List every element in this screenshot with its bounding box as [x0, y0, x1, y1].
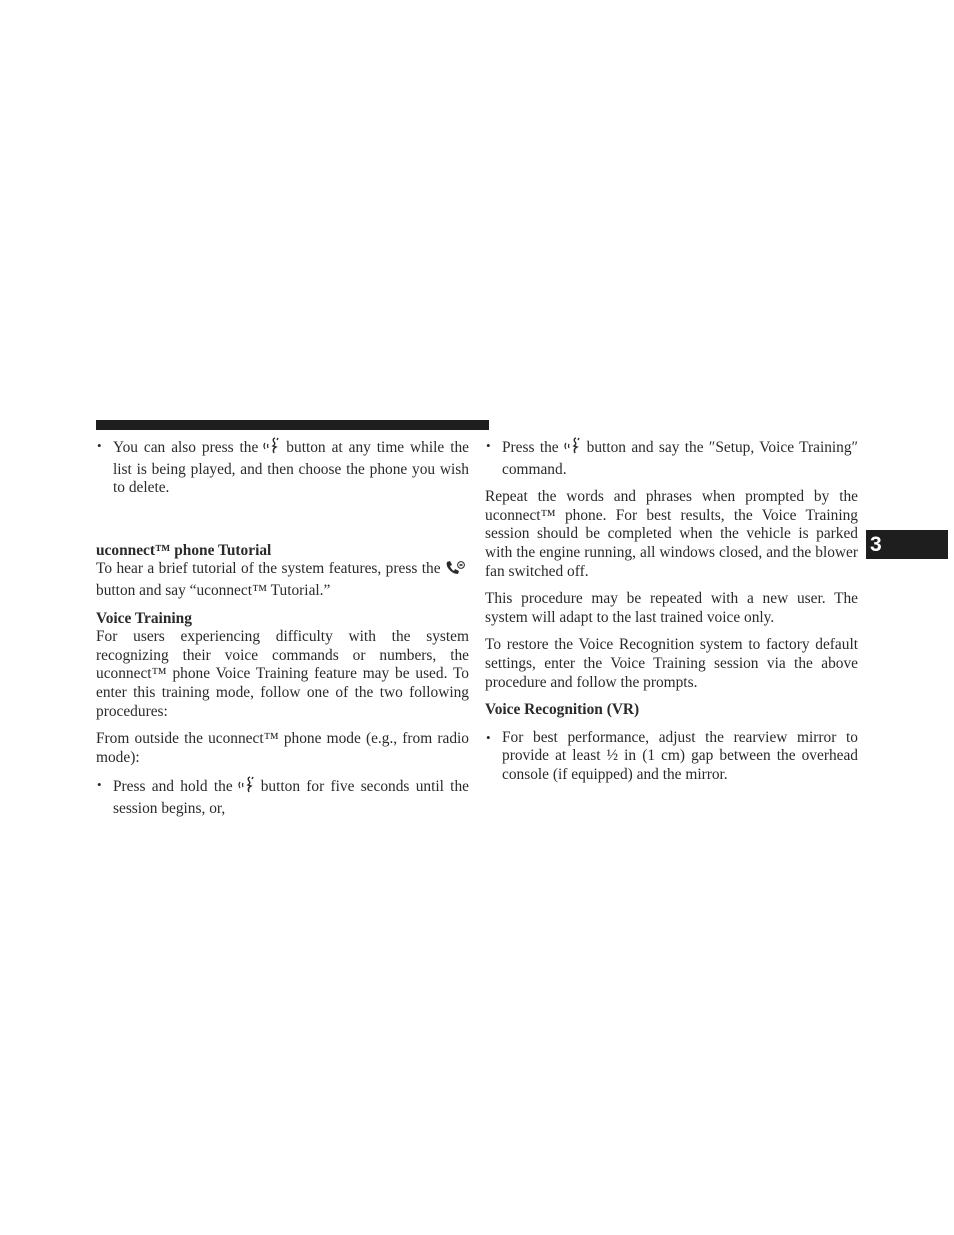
- vr-heading: Voice Recognition (VR): [485, 701, 640, 719]
- outside-mode-text: From outside the uconnect™ phone mode (e.g., from radio mode):: [96, 730, 469, 766]
- chapter-tab: 3: [866, 530, 948, 559]
- section-rule: [96, 420, 489, 430]
- restore-text: To restore the Voice Recognition system to factory default settings, enter the Voice Training session via the above procedure and follow the prompts.: [485, 636, 858, 691]
- voice-command-icon: [237, 776, 257, 800]
- left-column: [96, 437, 469, 819]
- voice-training-text: For users experiencing difficulty with the system recognizing their voice commands or numbers, the uconnect™ phone Voice Training feature may be used. To enter this training mode, follow one of the two following procedures:: [96, 628, 469, 720]
- voice-command-icon: [262, 437, 282, 461]
- tutorial-text: To hear a brief tutorial of the system features, press the button and say “uconnect™ Tutorial.”: [96, 560, 469, 600]
- voice-command-icon: [563, 437, 583, 461]
- voice-training-heading: Voice Training: [96, 609, 192, 627]
- bullet-icon: •: [486, 729, 491, 745]
- tutorial-heading: uconnect™ phone Tutorial: [96, 541, 272, 559]
- list-item: • You can also press the button at any time while the list is being played, and then choose the phone you wish to delete.: [97, 438, 469, 497]
- repeat-text: Repeat the words and phrases when prompted by the uconnect™ phone. For best results, the Voice Training session should be completed when the vehicle is parked with the engine running, all windows closed, and the blower fan switched off.: [485, 488, 858, 580]
- bullet-icon: •: [486, 438, 491, 453]
- list-item: • For best performance, adjust the rearview mirror to provide at least ½ in (1 cm) gap between the overhead console (if equipped) and the mirror.: [486, 728, 858, 783]
- bullet-icon: •: [97, 438, 102, 453]
- bullet-icon: •: [97, 777, 102, 793]
- phone-icon: [445, 560, 465, 582]
- list-item: • Press and hold the button for five seconds until the session begins, or,: [97, 777, 469, 817]
- right-column: [485, 437, 858, 785]
- list-item: • Press the button and say the ″Setup, Voice Training″ command.: [486, 438, 858, 478]
- new-user-text: This procedure may be repeated with a new user. The system will adapt to the last trained voice only.: [485, 590, 858, 626]
